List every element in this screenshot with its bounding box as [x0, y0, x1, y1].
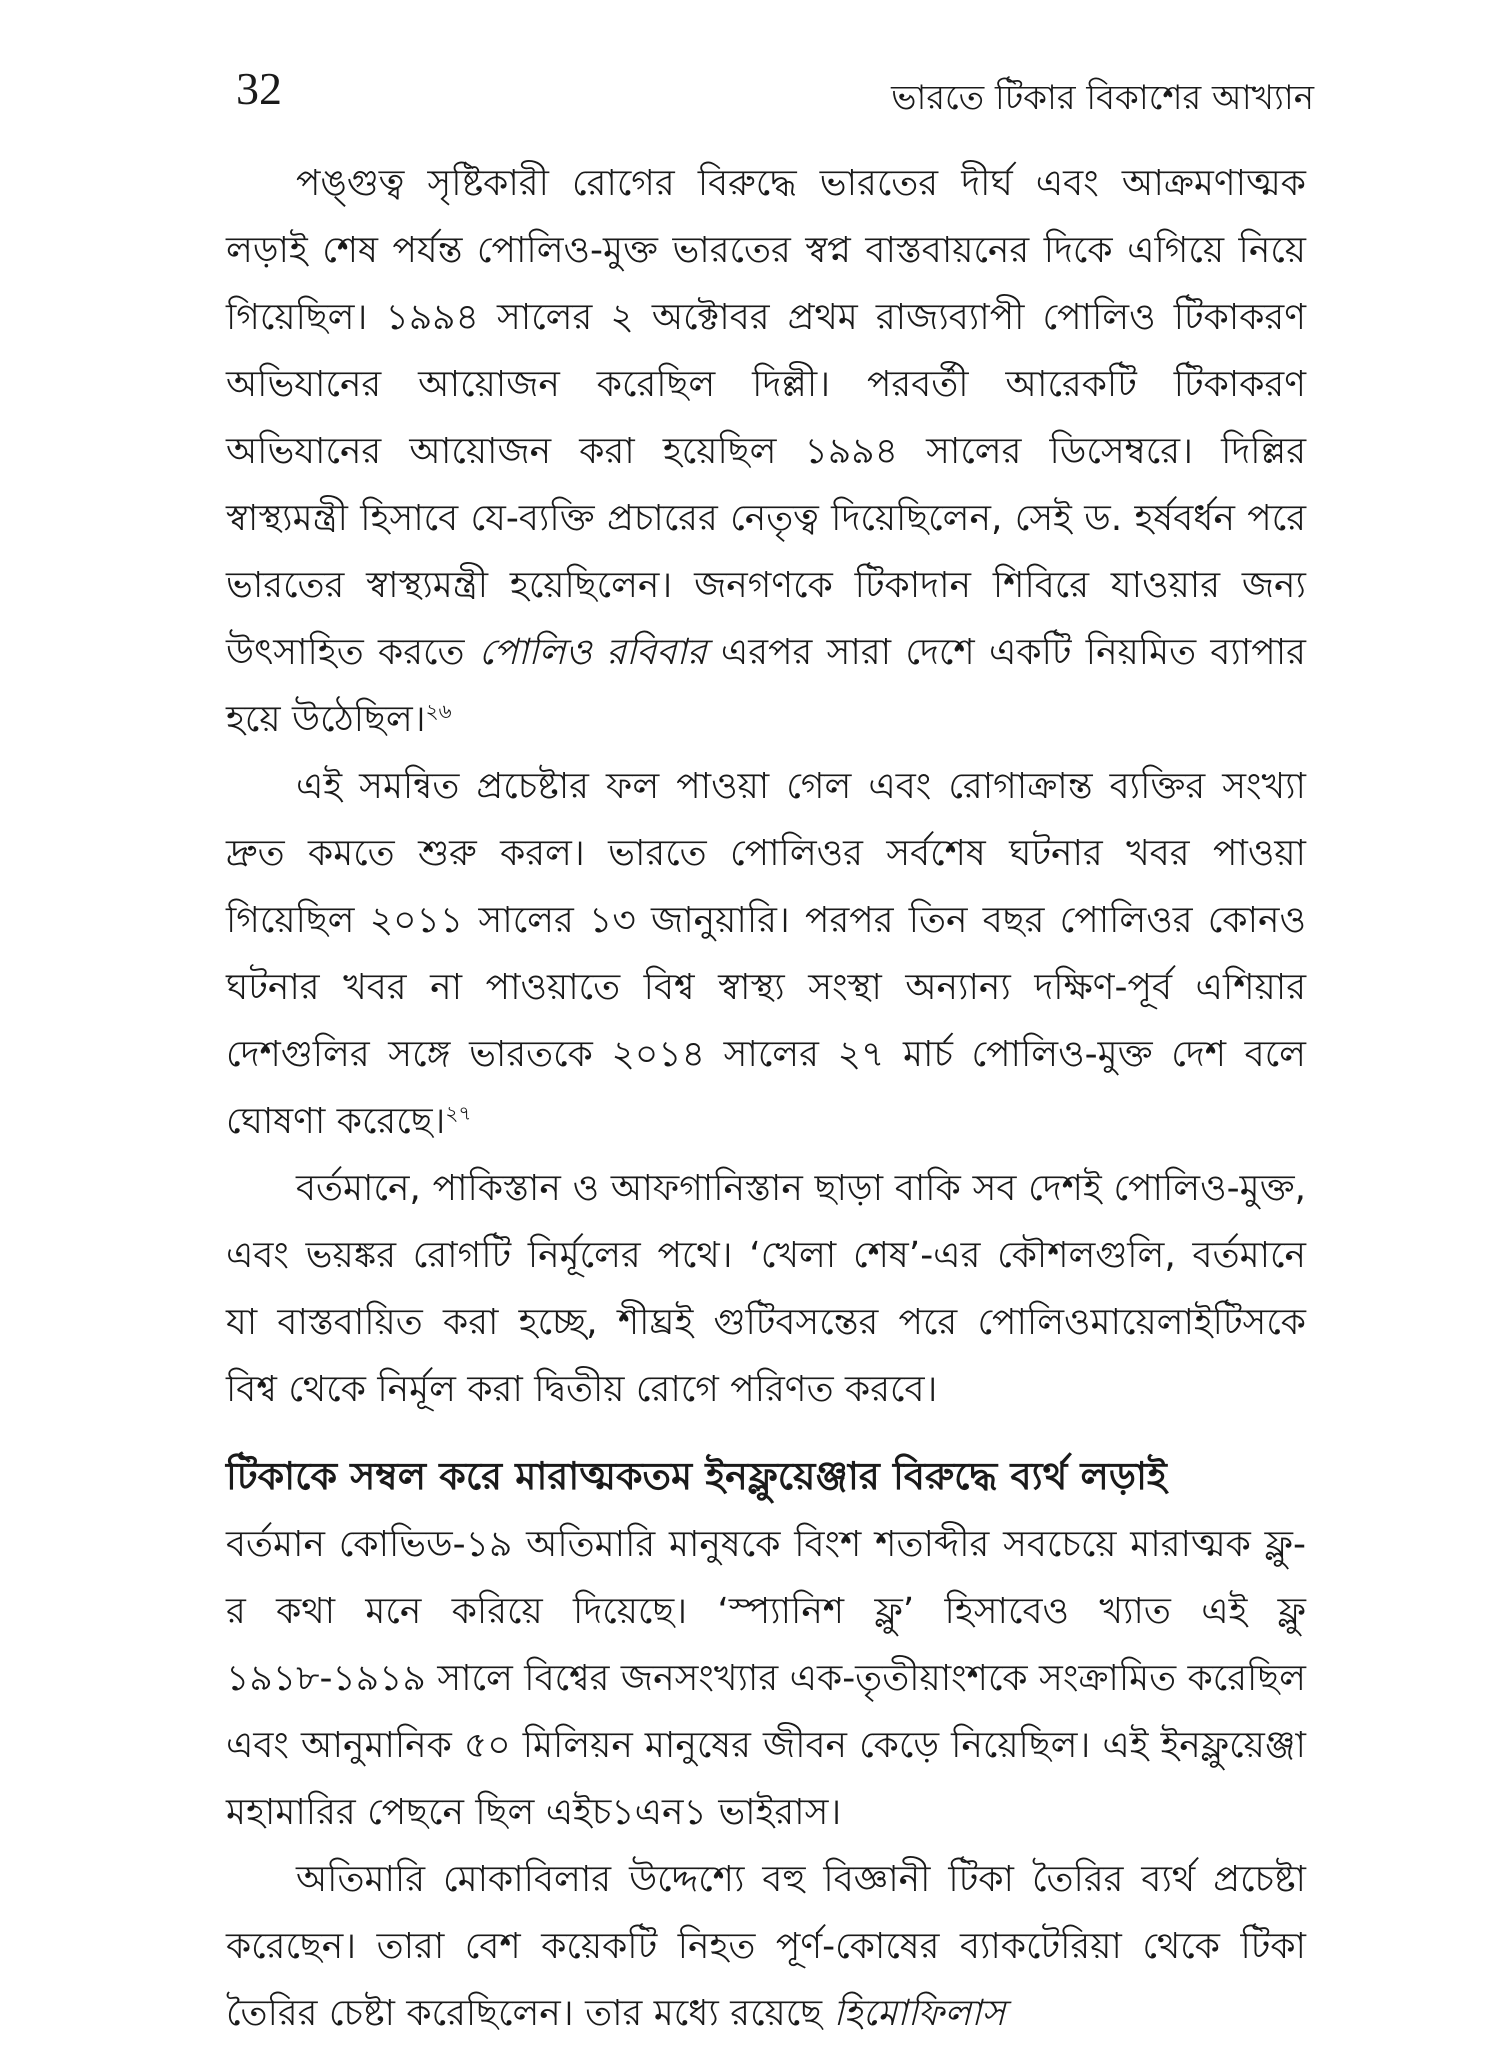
page-number: 32 [236, 63, 282, 114]
paragraph [226, 1846, 1306, 2047]
section-heading: টিকাকে সম্বল করে মারাত্মকতম ইনফ্লুয়েঞ্জার বিরুদ্ধে ব্যর্থ লড়াই [226, 1454, 1167, 1498]
paragraph [226, 150, 1306, 753]
footnote-marker: ২৬ [425, 699, 452, 723]
paragraph-text: বর্তমানে, পাকিস্তান ও আফগানিস্তান ছাড়া বাকি সব দেশই পোলিও-মুক্ত, এবং ভয়ঙ্কর রোগটি নির্মূলের পথে। ‘খেলা শেষ’-এর কৌশলগুলি, বর্তমানে যা বাস্তবায়িত করা হচ্ছে, শীঘ্রই গুটিবসন্তের পরে পোলিওমায়েলাইটিসকে বিশ্ব থেকে নির্মূল করা দ্বিতীয় রোগে পরিণত করবে। [226, 1168, 1306, 1410]
paragraph-text: পঙ্গুত্ব সৃষ্টিকারী রোগের বিরুদ্ধে ভারতের দীর্ঘ এবং আক্রমণাত্মক লড়াই শেষ পর্যন্ত পোলিও-মুক্ত ভারতের স্বপ্ন বাস্তবায়নের দিকে এগিয়ে নিয়ে গিয়েছিল। ১৯৯৪ সালের ২ অক্টোবর প্রথম রাজ্যব্যাপী পোলিও টিকাকরণ অভিযানের আয়োজন করেছিল দিল্লী। পরবর্তী আরেকটি টিকাকরণ অভিযানের আয়োজন করা হয়েছিল ১৯৯৪ সালের ডিসেম্বরে। দিল্লির স্বাস্থ্যমন্ত্রী হিসাবে যে-ব্যক্তি প্রচারের নেতৃত্ব দিয়েছিলেন, সেই ড. হর্ষবর্ধন পরে ভারতের স্বাস্থ্যমন্ত্রী হয়েছিলেন। জনগণকে টিকাদান শিবিরে যাওয়ার জন্য উৎসাহিত করতে [226, 163, 1306, 673]
paragraph-text: এই সমন্বিত প্রচেষ্টার ফল পাওয়া গেল এবং রোগাক্রান্ত ব্যক্তির সংখ্যা দ্রুত কমতে শুরু করল। ভারতে পোলিওর সর্বশেষ ঘটনার খবর পাওয়া গিয়েছিল ২০১১ সালের ১৩ জানুয়ারি। পরপর তিন বছর পোলিওর কোনও ঘটনার খবর না পাওয়াতে বিশ্ব স্বাস্থ্য সংস্থা অন্যান্য দক্ষিণ-পূর্ব এশিয়ার দেশগুলির সঙ্গে ভারতকে ২০১৪ সালের ২৭ মার্চ পোলিও-মুক্ত দেশ বলে ঘোষণা করেছে। [226, 766, 1306, 1142]
paragraph [226, 1155, 1306, 1423]
paragraph-text: অতিমারি মোকাবিলার উদ্দেশ্যে বহু বিজ্ঞানী টিকা তৈরির ব্যর্থ প্রচেষ্টা করেছেন। তারা বেশ কয়েকটি নিহত পূর্ণ-কোষের ব্যাকটেরিয়া থেকে টিকা তৈরির চেষ্টা করেছিলেন। তার মধ্যে রয়েছে [226, 1859, 1306, 2034]
body-text [226, 150, 1306, 2047]
italic-term: পোলিও রবিবার [478, 632, 707, 673]
italic-term: হিমোফিলাস [833, 1993, 1006, 2034]
paragraph-text: এরপর সারা দেশে একটি নিয়মিত ব্যাপার হয়ে উঠেছিল। [226, 632, 1306, 740]
paragraph-text: বর্তমান কোভিড-১৯ অতিমারি মানুষকে বিংশ শতাব্দীর সবচেয়ে মারাত্মক ফ্লু-র কথা মনে করিয়ে দিয়েছে। ‘স্প্যানিশ ফ্লু’ হিসাবেও খ্যাত এই ফ্লু ১৯১৮-১৯১৯ সালে বিশ্বের জনসংখ্যার এক-তৃতীয়াংশকে সংক্রামিত করেছিল এবং আনুমানিক ৫০ মিলিয়ন মানুষের জীবন কেড়ে নিয়েছিল। এই ইনফ্লুয়েঞ্জা মহামারির পেছনে ছিল এইচ১এন১ ভাইরাস। [226, 1524, 1306, 1833]
running-header: ভারতে টিকার বিকাশের আখ্যান [891, 78, 1314, 118]
paragraph [226, 753, 1306, 1155]
paragraph [226, 1511, 1306, 1846]
footnote-marker: ২৭ [445, 1101, 472, 1125]
